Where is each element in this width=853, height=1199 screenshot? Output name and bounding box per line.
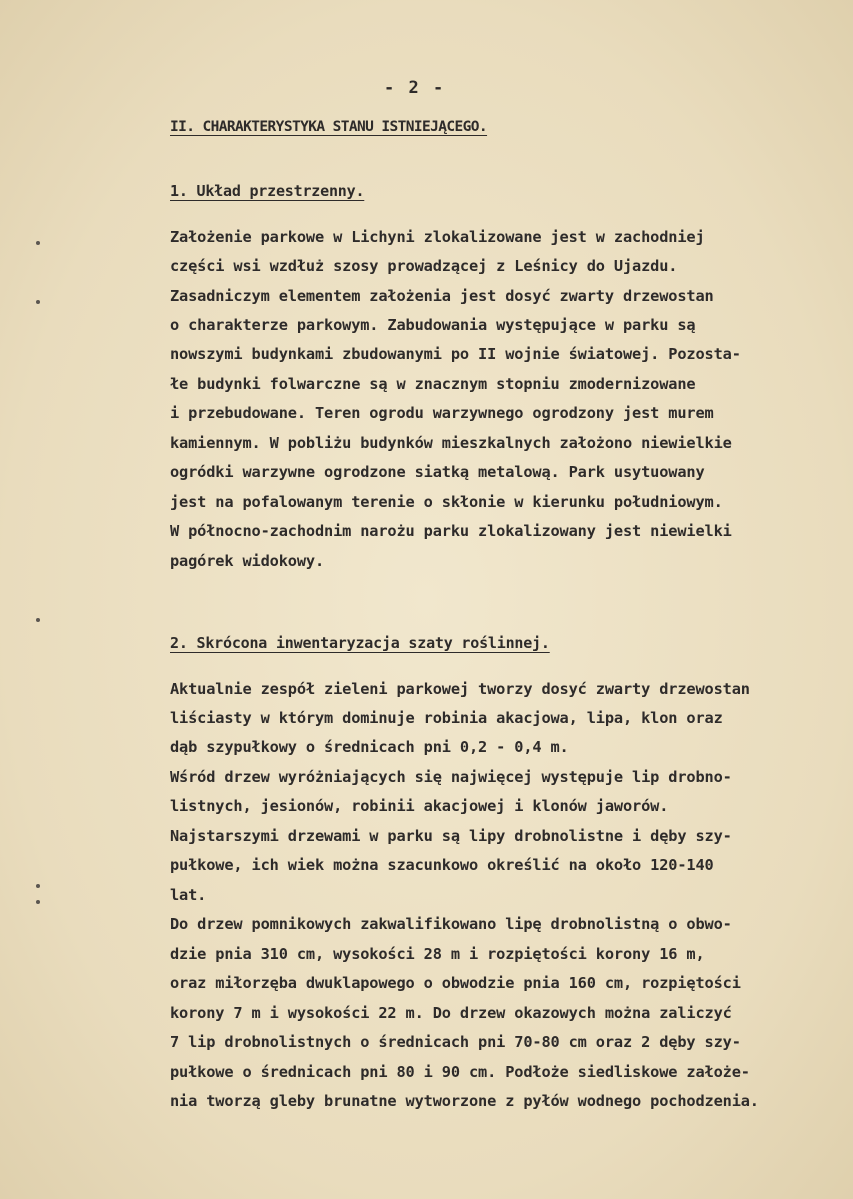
text-line: dąb szypułkowy o średnicach pni 0,2 - 0,4 m.	[170, 738, 569, 756]
text-line: łe budynki folwarczne są w znacznym stopniu zmodernizowane	[170, 375, 696, 393]
text-line: Aktualnie zespół zieleni parkowej tworzy dosyć zwarty drzewostan	[170, 680, 750, 698]
text-line: pułkowe, ich wiek można szacunkowo określić na około 120-140	[170, 856, 714, 874]
binder-hole	[36, 300, 40, 304]
text-line: jest na pofalowanym terenie o skłonie w kierunku południowym.	[170, 493, 723, 511]
page-number: - 2 -	[384, 78, 446, 98]
text-line: nia tworzą gleby brunatne wytworzone z pyłów wodnego pochodzenia.	[170, 1092, 759, 1110]
text-line: lat.	[170, 886, 207, 904]
text-line: korony 7 m i wysokości 22 m. Do drzew okazowych można zaliczyć	[170, 1004, 732, 1022]
text-line: Zasadniczym elementem założenia jest dosyć zwarty drzewostan	[170, 287, 714, 305]
text-line: ogródki warzywne ogrodzone siatką metalową. Park usytuowany	[170, 463, 705, 481]
text-line: dzie pnia 310 cm, wysokości 28 m i rozpiętości korony 16 m,	[170, 945, 705, 963]
text-line: Wśród drzew wyróżniających się najwięcej występuje lip drobno-	[170, 768, 732, 786]
text-line: oraz miłorzęba dwuklapowego o obwodzie pnia 160 cm, rozpiętości	[170, 974, 741, 992]
text-line: pułkowe o średnicach pni 80 i 90 cm. Podłoże siedliskowe założe-	[170, 1063, 750, 1081]
text-line: części wsi wzdłuż szosy prowadzącej z Leśnicy do Ujazdu.	[170, 257, 678, 275]
binder-hole	[36, 900, 40, 904]
text-line: Założenie parkowe w Lichyni zlokalizowane jest w zachodniej	[170, 228, 705, 246]
text-line: pagórek widokowy.	[170, 552, 325, 570]
text-line: liściasty w którym dominuje robinia akacjowa, lipa, klon oraz	[170, 709, 723, 727]
section-heading: 1. Układ przestrzenny.	[170, 182, 365, 200]
text-line: o charakterze parkowym. Zabudowania występujące w parku są	[170, 316, 696, 334]
text-line: kamiennym. W pobliżu budynków mieszkalnych założono niewielkie	[170, 434, 732, 452]
text-line: listnych, jesionów, robinii akacjowej i klonów jaworów.	[170, 797, 669, 815]
binder-hole	[36, 884, 40, 888]
text-line: 7 lip drobnolistnych o średnicach pni 70-80 cm oraz 2 dęby szy-	[170, 1033, 741, 1051]
section-heading: 2. Skrócona inwentaryzacja szaty roślinnej.	[170, 634, 550, 652]
text-line: i przebudowane. Teren ogrodu warzywnego ogrodzony jest murem	[170, 404, 714, 422]
text-line: Najstarszymi drzewami w parku są lipy drobnolistne i dęby szy-	[170, 827, 732, 845]
text-line: nowszymi budynkami zbudowanymi po II wojnie światowej. Pozosta-	[170, 345, 741, 363]
main-heading: II. CHARAKTERYSTYKA STANU ISTNIEJĄCEGO.	[170, 119, 488, 135]
binder-hole	[36, 241, 40, 245]
binder-hole	[36, 618, 40, 622]
text-line: Do drzew pomnikowych zakwalifikowano lipę drobnolistną o obwo-	[170, 915, 732, 933]
text-line: W północno-zachodnim narożu parku zlokalizowany jest niewielki	[170, 522, 732, 540]
